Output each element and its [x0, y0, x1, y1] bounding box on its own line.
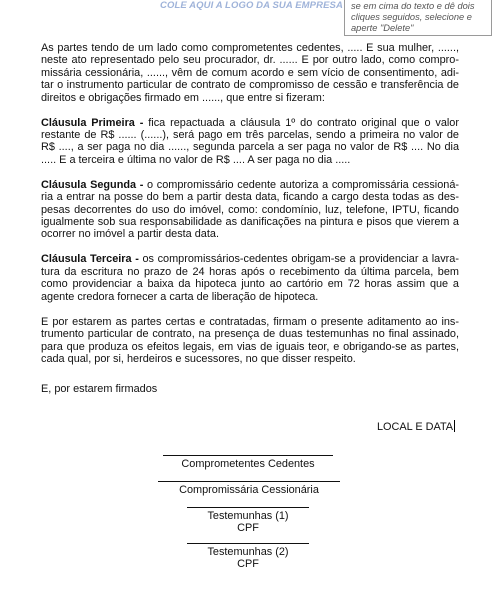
text-line: como providenciar a baixa da hipoteca junto ao cartório em 72 horas assim que a [41, 278, 459, 291]
signature-label: Comprometentes Cedentes [181, 458, 315, 470]
intro-paragraph [41, 42, 459, 104]
instruction-note [344, 0, 492, 36]
text-line: E por estarem as partes certas e contratadas, firmam o presente aditamento ao ins- [41, 315, 459, 328]
logo-placeholder: COLE AQUI A LOGO DA SUA EMPRESA [160, 0, 343, 11]
text-line: ria a entrar na posse do bem a partir desta data, ficando a cargo desta todas as des- [41, 191, 459, 204]
text-line: agente credora fornecer a carta de liberação de hipoteca. [41, 290, 319, 303]
clause-two-title: Cláusula Segunda - [41, 178, 144, 191]
text-line: pesas decorrentes do uso do imóvel, como: condomínio, luz, telefone, IPTU, ficando [41, 203, 459, 216]
text-line: ocorrer no imóvel a partir desta data. [41, 228, 219, 241]
signature-comprometentes [160, 455, 336, 470]
text-line: cada qual, por si, herdeiros e sucessores, no que disser respeito. [41, 352, 356, 365]
signature-line [187, 543, 309, 544]
clause-text: o compromissário cedente autoriza a compromissária cessioná- [143, 178, 459, 191]
local-date[interactable] [377, 420, 455, 433]
note-line: cliques seguidos, selecione e [351, 12, 472, 22]
signature-line [187, 507, 309, 508]
text-line: tura da escritura no prazo de 24 horas após o recebimento da última parcela, bem [41, 265, 459, 278]
clause-three [41, 253, 459, 303]
signature-witness-2 [186, 543, 310, 570]
text-line: tar o instrumento particular de contrato de compromisso de cessão e transferência de [41, 79, 459, 92]
clause-two [41, 179, 459, 241]
clause-one [41, 117, 459, 167]
closing-line: E, por estarem firmados [41, 383, 158, 395]
signature-sublabel: CPF [237, 522, 259, 535]
note-line: aperte "Delete" [351, 23, 414, 33]
text-line [41, 117, 459, 129]
text-line: missária cessionária, ......, vêm de comum acordo e sem vício de consentimento, adi- [41, 66, 459, 79]
signature-compromissaria [156, 481, 342, 496]
text-line: trumento particular de contrato, na presença de duas testemunhas no final assinado, [41, 328, 459, 341]
text-line: ..... E a terceira e última no valor de R$ .... A ser paga no dia ..... [41, 153, 351, 166]
clause-text: fica repactuada a cláusula 1º do contrato original que o valor [143, 116, 459, 129]
signature-label: Testemunhas (1) [207, 510, 289, 522]
text-line: As partes tendo de um lado como comprometentes cedentes, ..... E sua mulher, ......, [41, 42, 459, 54]
local-date-text: LOCAL E DATA [377, 421, 454, 433]
text-line: para que produza os efeitos legais, em vias de iguais teor, e obrigando-se as partes, [41, 340, 459, 353]
note-line: se em cima do texto e dê dois [351, 1, 475, 11]
text-line: direitos e obrigações firmado em ......, que entre si fizeram: [41, 91, 325, 104]
signature-line [158, 481, 340, 482]
text-line [41, 253, 459, 265]
text-line: igualmente sob sua responsabilidade as danificações na pintura e pisos que vierem a [41, 216, 459, 229]
final-paragraph [41, 316, 459, 366]
text-line: neste ato representado pelo seu procurador, dr. ...... E por outro lado, como compro- [41, 54, 459, 67]
signature-label: Compromissária Cessionária [179, 484, 319, 496]
document-body [41, 42, 459, 365]
clause-text: os compromissários-cedentes obrigam-se a providenciar a lavra- [138, 253, 459, 266]
text-line: R$ ...., a ser paga no dia ......, segunda parcela a ser paga no valor de R$ .... No dia [41, 141, 459, 154]
clause-three-title: Cláusula Terceira - [41, 253, 139, 266]
signature-label: Testemunhas (2) [207, 546, 289, 558]
text-cursor [454, 420, 455, 432]
text-line [41, 179, 459, 191]
clause-one-title: Cláusula Primeira - [41, 116, 144, 129]
signature-sublabel: CPF [237, 558, 259, 571]
signature-line [163, 455, 333, 456]
text-line: restante de R$ ...... (......), será pago em três parcelas, sendo a primeira no valor de [41, 129, 459, 142]
signature-witness-1 [186, 507, 310, 534]
